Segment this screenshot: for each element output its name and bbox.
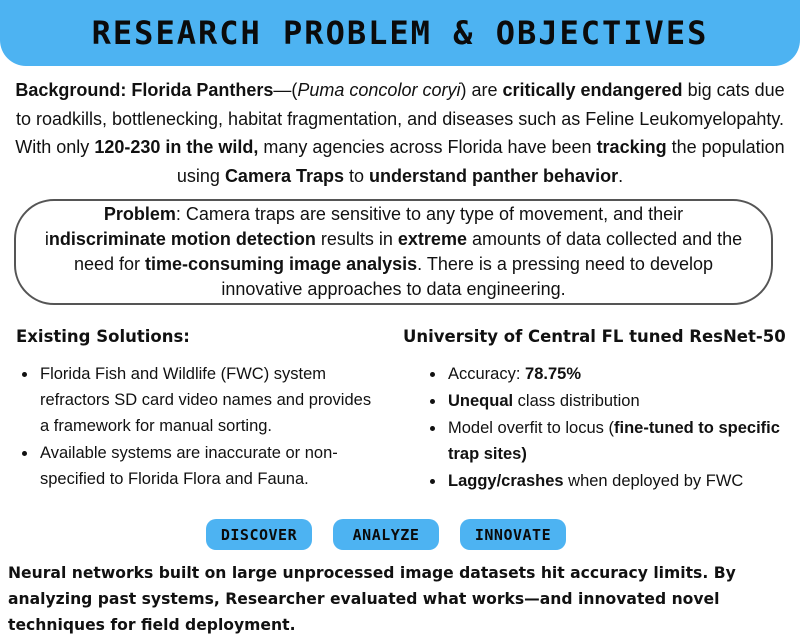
text-segment: class distribution	[513, 392, 640, 410]
existing-solutions-heading: Existing Solutions:	[16, 327, 190, 346]
innovate-pill: INNOVATE	[460, 519, 566, 550]
text-segment: Accuracy:	[448, 365, 526, 383]
bold-segment: Unequal	[448, 392, 514, 410]
text-segment: the population using	[176, 137, 785, 186]
text-segment: when deployed by FWC	[563, 472, 744, 490]
list-item	[446, 415, 786, 467]
text-segment: : Camera traps are sensitive to any type of movement, and their i	[44, 204, 684, 249]
list-item	[446, 388, 786, 414]
problem-statement	[42, 202, 745, 302]
species-name: Puma concolor coryi	[297, 80, 461, 100]
text-segment: Model overfit to locus (	[448, 419, 614, 437]
list-item	[446, 468, 786, 494]
camera-traps-text: Camera Traps	[224, 165, 345, 186]
text-segment: .	[618, 165, 624, 186]
problem-box	[14, 199, 773, 305]
bold-segment: time-consuming image analysis	[145, 254, 418, 274]
accuracy-value: 78.75%	[525, 365, 581, 383]
text-segment: ) are	[460, 80, 503, 100]
text-segment: —(	[273, 80, 298, 100]
ucf-heading: University of Central FL tuned ResNet-50	[403, 327, 786, 346]
bold-segment: Laggy/crashes	[448, 472, 564, 490]
page-title: RESEARCH PROBLEM & OBJECTIVES	[91, 14, 709, 52]
problem-label: Problem	[103, 204, 176, 224]
text-segment: big cats due to roadkills, bottlenecking, habitat fragmentation, and diseases such as Feline Leukomyelopahty. With only	[15, 80, 785, 157]
bold-segment: ndiscriminate motion detection	[48, 229, 316, 249]
text-segment: amounts of data collected and the need for	[73, 229, 743, 274]
tracking-text: tracking	[596, 137, 667, 157]
background-label: Background: Florida Panthers	[15, 80, 274, 100]
list-item	[446, 361, 786, 387]
status-text: critically endangered	[502, 80, 683, 100]
text-segment: to	[344, 165, 370, 186]
background-paragraph	[10, 76, 790, 190]
ucf-list	[428, 361, 786, 495]
text-segment: many agencies across Florida have been	[258, 137, 597, 157]
text-segment: . There is a pressing need to develop innovative approaches to data engineering.	[221, 254, 713, 299]
bold-segment: extreme	[397, 229, 467, 249]
list-item: • Available systems are inaccurate or non-specified to Florida Flora and Fauna.	[38, 440, 378, 492]
goal-text: understand panther behavior	[369, 165, 619, 186]
footer-summary: Neural networks built on large unprocessed image datasets hit accuracy limits. By analyzing past systems, Researcher evaluated what works—and innovated novel techniques for field deployment.	[8, 564, 736, 634]
list-item: • Florida Fish and Wildlife (FWC) system refractors SD card video names and provides a framework for manual sorting.	[38, 361, 378, 439]
existing-solutions-list	[20, 361, 378, 493]
bold-segment: fine-tuned to specific trap sites)	[448, 419, 780, 463]
title-banner	[0, 0, 800, 66]
analyze-pill: ANALYZE	[333, 519, 439, 550]
text-segment: results in	[315, 229, 398, 249]
population-count: 120-230 in the wild,	[94, 137, 259, 157]
discover-pill: DISCOVER	[206, 519, 312, 550]
